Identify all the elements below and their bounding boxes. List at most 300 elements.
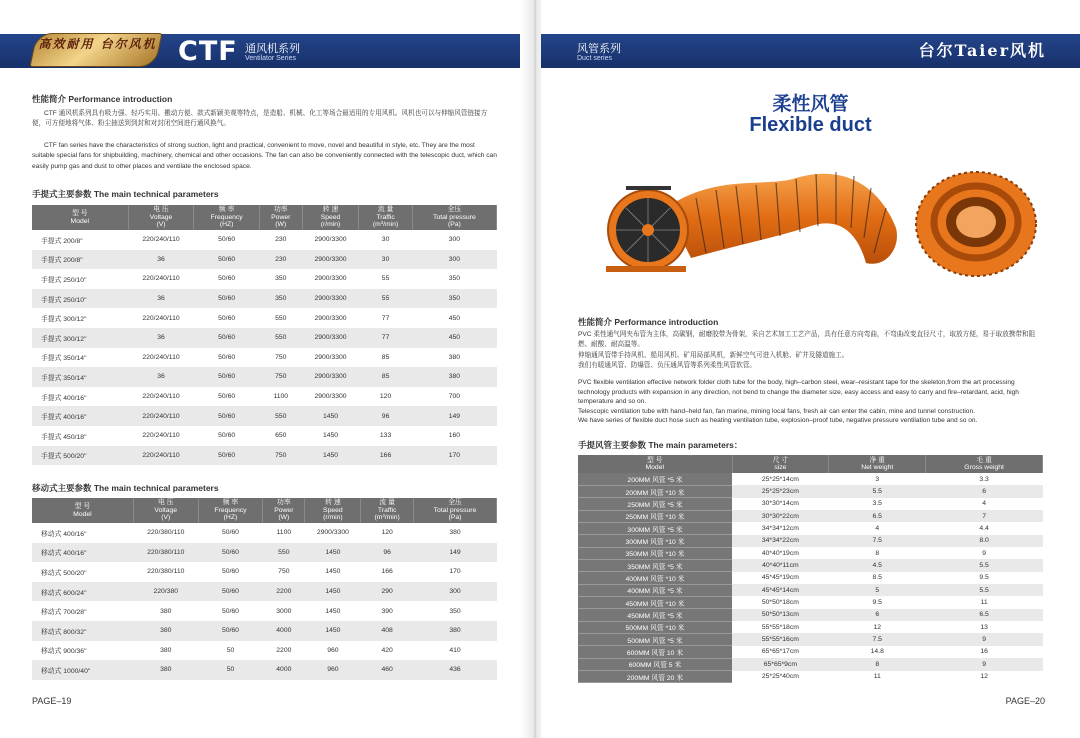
table-cell: 9.5 bbox=[872, 599, 882, 607]
table-cell: 96 bbox=[359, 406, 412, 426]
table-cell: 450 bbox=[412, 328, 496, 348]
table-cell: 1100 bbox=[273, 393, 289, 401]
table-cell: 50/60 bbox=[198, 621, 263, 641]
column-header-cn: 转 速 bbox=[325, 499, 341, 507]
table-cell: 55 bbox=[359, 289, 412, 309]
table-cell: 手提式 250/10" bbox=[41, 276, 87, 284]
table-cell: 65*65*9cm bbox=[732, 658, 829, 670]
table-row bbox=[578, 559, 1043, 571]
duct-intro-cn-line: PVC 柔性通气网夹布管为主体，高碳钢，耐磨胶带为骨架，采自艺术加工工艺产品，具有任意方向弯曲，不弯曲改变直径尺寸，取放方便，易于取放携带和阻燃、耐酸、耐高温等。 bbox=[578, 331, 1036, 349]
column-header-unit: (V) bbox=[156, 221, 166, 229]
table-cell: 1450 bbox=[322, 432, 339, 440]
table-cell: 12 bbox=[873, 623, 882, 631]
table-cell: 50/60 bbox=[194, 328, 259, 348]
column-header-unit: (m³/min) bbox=[374, 514, 400, 522]
column-header-cn: 型 号 bbox=[74, 503, 91, 510]
table-cell: 移动式 700/28" bbox=[41, 609, 87, 617]
table-cell: 380 bbox=[448, 353, 461, 361]
table-cell: 50/60 bbox=[221, 568, 239, 576]
table-cell: 220/380/110 bbox=[147, 529, 185, 537]
table-cell: 1450 bbox=[302, 446, 359, 466]
table-row bbox=[32, 543, 497, 563]
table-cell: 1450 bbox=[325, 607, 341, 615]
table-cell: 2900/3300 bbox=[314, 314, 347, 322]
table-cell: 36 bbox=[128, 289, 194, 309]
table-cell: 12 bbox=[980, 673, 988, 681]
table-cell: 1450 bbox=[305, 621, 361, 641]
column-header-en: Model bbox=[73, 510, 92, 518]
table-cell: 13 bbox=[980, 623, 988, 631]
table-row bbox=[32, 406, 497, 426]
table-cell: 手提式 350/14" bbox=[41, 355, 87, 363]
table-row bbox=[32, 582, 497, 602]
table-cell: 600MM 风管 5 米 bbox=[578, 658, 732, 670]
column-header-cn: 电 压 bbox=[158, 499, 174, 507]
table-row bbox=[578, 621, 1043, 633]
table-cell: 96 bbox=[361, 543, 414, 563]
table-cell: 960 bbox=[327, 646, 339, 654]
column-header-unit: (W) bbox=[278, 514, 290, 522]
column-header-en: Speed bbox=[323, 506, 343, 514]
table-cell: 50/60 bbox=[194, 406, 259, 426]
table-cell: 3000 bbox=[276, 607, 292, 615]
column-header-unit: (m³/min) bbox=[372, 221, 399, 229]
duct-intro-cn-line: 我们有暖通风管、防爆管、负压通风管等系列柔性风管软管。 bbox=[578, 362, 757, 370]
column-header-cn: 功率 bbox=[273, 206, 288, 214]
table-cell: 420 bbox=[381, 646, 393, 654]
table-cell: 2200 bbox=[263, 582, 305, 602]
column-header-unit: (W) bbox=[275, 221, 287, 229]
table-cell: 300 bbox=[412, 250, 496, 270]
table-cell: 8.5 bbox=[872, 574, 882, 582]
duct-intro-en bbox=[578, 378, 1048, 426]
column-header-cn: 净 重 bbox=[869, 456, 885, 464]
column-header-unit: (V) bbox=[161, 514, 171, 522]
table-row bbox=[32, 250, 497, 270]
table-cell: 550 bbox=[259, 406, 302, 426]
table-cell: 移动式 600/24" bbox=[32, 582, 133, 602]
table-cell: 77 bbox=[359, 328, 412, 348]
table-cell: 手提式 250/10" bbox=[32, 289, 128, 309]
column-header-cn: 全压 bbox=[448, 499, 462, 507]
table-cell: 410 bbox=[449, 646, 461, 654]
table-cell: 600MM 风管 10 米 bbox=[578, 646, 732, 658]
column-header bbox=[926, 455, 1043, 473]
table-cell: 230 bbox=[259, 250, 302, 270]
duct-params-title: 手提风管主要参数 The main parameters： bbox=[578, 440, 743, 450]
table-cell: 移动式 1000/40" bbox=[32, 660, 133, 680]
table-cell: 300MM 风管 *5 米 bbox=[578, 522, 732, 534]
column-header-en: Frequency bbox=[210, 213, 243, 221]
table-row bbox=[32, 446, 497, 466]
table-cell: 220/240/110 bbox=[128, 446, 194, 466]
right-page bbox=[541, 0, 1080, 738]
table-row bbox=[32, 426, 497, 446]
column-header bbox=[198, 498, 263, 523]
table-cell: 55*55*16cm bbox=[732, 633, 829, 645]
table-cell: 8 bbox=[875, 549, 880, 557]
table-cell: 55 bbox=[381, 275, 390, 283]
table-cell: 350 bbox=[412, 289, 496, 309]
table-cell: 390 bbox=[381, 607, 393, 615]
table-cell: 350 bbox=[448, 275, 461, 283]
table-cell: 移动式 800/32" bbox=[32, 621, 133, 641]
table-cell: 170 bbox=[412, 446, 496, 466]
column-header bbox=[302, 205, 359, 230]
product-title-cn: 柔性风管 bbox=[772, 93, 849, 115]
column-header-cn: 电 压 bbox=[153, 206, 169, 214]
table-cell: 9 bbox=[926, 658, 1043, 670]
table-cell: 460 bbox=[361, 660, 414, 680]
table-row bbox=[578, 510, 1043, 522]
column-header bbox=[829, 455, 926, 473]
column-header-unit: (r/min) bbox=[320, 221, 341, 229]
table-cell: 11 bbox=[873, 673, 881, 681]
column-header bbox=[414, 498, 497, 523]
table-cell: 166 bbox=[359, 446, 412, 466]
table-cell: 2900/3300 bbox=[314, 353, 347, 361]
duct-intro-cn-line: 伸缩通风管带手持风机、船用风机、矿用局部风机，新鲜空气可进入机舱、矿井及隧道施工。 bbox=[578, 351, 849, 359]
table-cell: 220/240/110 bbox=[128, 406, 194, 426]
table-cell: 55*55*18cm bbox=[761, 623, 799, 631]
table-cell: 50/60 bbox=[218, 432, 236, 440]
brand-logo: 台尔Taier风机 bbox=[918, 41, 1046, 60]
table-cell: 550 bbox=[259, 328, 302, 348]
table-cell: 25*25*40cm bbox=[761, 673, 799, 681]
table-cell: 450 bbox=[448, 314, 461, 322]
coiled-duct-photo bbox=[911, 162, 1041, 282]
table-cell: 380 bbox=[449, 529, 461, 537]
table-cell: 380 bbox=[133, 621, 198, 641]
series-code: CTF bbox=[178, 36, 238, 67]
table-cell: 50*50*18cm bbox=[761, 599, 799, 607]
table-cell: 4000 bbox=[263, 660, 305, 680]
table-cell: 9 bbox=[926, 633, 1043, 645]
table-row bbox=[578, 485, 1043, 497]
table-cell: 160 bbox=[448, 432, 461, 440]
table-cell: 750 bbox=[259, 367, 302, 387]
table-row bbox=[32, 367, 497, 387]
column-header-cn: 频 率 bbox=[222, 499, 239, 507]
table-cell: 550 bbox=[275, 314, 287, 322]
table-cell: 6 bbox=[829, 609, 926, 621]
column-header-cn: 转 速 bbox=[322, 206, 339, 214]
table-cell: 149 bbox=[414, 543, 497, 563]
column-header-cn: 功率 bbox=[277, 499, 291, 507]
table-cell: 2900/3300 bbox=[314, 275, 347, 283]
table-row bbox=[32, 230, 497, 250]
table-header-row bbox=[32, 205, 497, 230]
table-cell: 2900/3300 bbox=[302, 289, 359, 309]
table-cell: 220/380 bbox=[133, 582, 198, 602]
table-header-row bbox=[32, 498, 497, 523]
column-header bbox=[194, 205, 259, 230]
table-row bbox=[32, 523, 497, 543]
table-cell: 30*30*22cm bbox=[732, 510, 829, 522]
brand-badge-text: 高效耐用 台尔风机 bbox=[38, 37, 157, 51]
column-header-en: Frequency bbox=[214, 506, 247, 514]
mobile-spec-table bbox=[32, 498, 497, 680]
table-row bbox=[578, 584, 1043, 596]
table-cell: 30*30*14cm bbox=[761, 500, 799, 508]
table-cell: 230 bbox=[275, 236, 287, 244]
fan-with-duct-photo bbox=[596, 148, 906, 283]
table-cell: 5.5 bbox=[926, 584, 1043, 596]
table-row bbox=[32, 269, 497, 289]
table-cell: 7.5 bbox=[829, 535, 926, 547]
duct-intro-en-line: Telescopic ventilation tube with hand–held fan, fan marine, mining local fans, fresh air can enter the cabin, mine and tunnel construction. bbox=[578, 407, 975, 415]
table-row bbox=[32, 641, 497, 661]
column-header-cn: 尺 寸 bbox=[772, 456, 789, 464]
table-cell: 380 bbox=[133, 660, 198, 680]
column-header-en: size bbox=[774, 464, 787, 471]
table-cell: 380 bbox=[160, 646, 172, 654]
table-cell: 77 bbox=[381, 314, 390, 322]
column-header bbox=[32, 498, 133, 523]
table-cell: 1450 bbox=[302, 406, 359, 426]
handheld-spec-table bbox=[32, 205, 497, 465]
table-cell: 750 bbox=[278, 568, 290, 576]
table-cell: 170 bbox=[449, 568, 461, 576]
table-cell: 85 bbox=[381, 353, 390, 361]
table-cell: 436 bbox=[414, 660, 497, 680]
column-header-unit: (Pa) bbox=[447, 221, 461, 229]
table-cell: 220/240/110 bbox=[142, 353, 180, 361]
intro-en-text: CTF fan series have the characteristics of strong suction, light and practical, convenient to move, novel and beautiful in style, etc. They are the most suitable special fans for shipbuilding, machinery, chemical and other occasions. The fan can also be conveniently connected with the telescopic duct, which can easily pump gas and dust to other places and ventilate the enclosed space. bbox=[32, 142, 497, 170]
table-cell: 350 bbox=[275, 275, 287, 283]
table-cell: 750 bbox=[259, 446, 302, 466]
table-cell: 166 bbox=[381, 568, 393, 576]
table-cell: 960 bbox=[305, 660, 361, 680]
page-number-right: PAGE–20 bbox=[1005, 696, 1045, 706]
column-header bbox=[732, 455, 829, 473]
table-cell: 65*65*17cm bbox=[761, 648, 799, 656]
column-header-en: Voltage bbox=[154, 506, 178, 514]
table-row bbox=[32, 601, 497, 621]
column-header bbox=[263, 498, 305, 523]
table-row bbox=[578, 671, 1043, 683]
table-cell: 50/60 bbox=[218, 314, 236, 322]
table-cell: 650 bbox=[275, 432, 287, 440]
table-cell: 408 bbox=[361, 621, 414, 641]
table-cell: 1450 bbox=[305, 582, 361, 602]
table-cell: 手提式 450/18" bbox=[41, 433, 87, 441]
table-row bbox=[32, 562, 497, 582]
table-cell: 400MM 风管 *5 米 bbox=[578, 584, 732, 596]
table-cell: 50/60 bbox=[198, 543, 263, 563]
column-header-en: Traffic bbox=[377, 506, 397, 514]
series-title-cn: 通风机系列 bbox=[245, 43, 300, 55]
left-page bbox=[0, 0, 536, 738]
table-cell: 220/240/110 bbox=[142, 236, 180, 244]
series-title-en: Ventilator Series bbox=[245, 55, 296, 62]
table-cell: 380 bbox=[160, 607, 172, 615]
table-cell: 50/60 bbox=[194, 367, 259, 387]
table-cell: 5.5 bbox=[926, 559, 1043, 571]
table-cell: 30 bbox=[359, 250, 412, 270]
table-cell: 2900/3300 bbox=[302, 250, 359, 270]
table-row bbox=[578, 609, 1043, 621]
table-cell: 300 bbox=[448, 236, 461, 244]
table-cell: 25*25*14cm bbox=[761, 475, 799, 483]
column-header-en: Total pressure bbox=[433, 506, 477, 514]
table-row bbox=[578, 473, 1043, 485]
table-cell: 350 bbox=[449, 607, 461, 615]
table-cell: 85 bbox=[359, 367, 412, 387]
column-header-en: Total pressure bbox=[433, 213, 476, 221]
table-cell: 45*45*14cm bbox=[732, 584, 829, 596]
table-cell: 9.5 bbox=[979, 574, 989, 582]
table-cell: 450MM 风管 *10 米 bbox=[578, 596, 732, 608]
intro-title: 性能简介 Performance introduction bbox=[32, 94, 173, 104]
table-cell: 9 bbox=[982, 549, 987, 557]
column-header-cn: 型 号 bbox=[72, 210, 88, 217]
table-cell: 250MM 风管 *10 米 bbox=[578, 510, 732, 522]
table-cell: 120 bbox=[381, 529, 393, 537]
table-cell: 4000 bbox=[263, 621, 305, 641]
intro-cn-text: CTF 通风机系列具有吸力强、轻巧实用、搬动方便、款式新颖美观等特点，是造船、机械、化工等场合最适用的专用风机。风机也可以与伸缩风管链接方便，可方便地将气体、粉尘抽送到到封和对封闭空间进行通风换气。 bbox=[32, 110, 488, 128]
table-cell: 149 bbox=[412, 406, 496, 426]
table-cell: 2900/3300 bbox=[302, 367, 359, 387]
table-cell: 550 bbox=[263, 543, 305, 563]
table-cell: 200MM 风管 20 米 bbox=[578, 671, 732, 683]
table-cell: 1450 bbox=[305, 543, 361, 563]
column-header bbox=[305, 498, 361, 523]
table-cell: 500MM 风管 *10 米 bbox=[578, 621, 732, 633]
table-cell: 300 bbox=[414, 582, 497, 602]
table-cell: 25*25*23cm bbox=[732, 485, 829, 497]
table-cell: 40*40*19cm bbox=[761, 549, 799, 557]
column-header-en: Gross weight bbox=[964, 464, 1004, 471]
column-header-en: Model bbox=[645, 464, 664, 471]
column-header-cn: 流 量 bbox=[377, 206, 394, 214]
column-header-cn: 全压 bbox=[447, 206, 462, 214]
table-cell: 290 bbox=[361, 582, 414, 602]
table-cell: 3 bbox=[875, 475, 880, 483]
table-cell: 50/60 bbox=[218, 353, 236, 361]
table-cell: 750 bbox=[275, 353, 287, 361]
table-cell: 133 bbox=[379, 432, 392, 440]
table-cell: 45*45*19cm bbox=[761, 574, 799, 582]
column-header-en: Model bbox=[70, 217, 90, 225]
table-cell: 16 bbox=[980, 648, 988, 656]
table-cell: 200MM 风管 *5 米 bbox=[578, 473, 732, 485]
table-cell: 34*34*12cm bbox=[761, 525, 799, 533]
table-cell: 50/60 bbox=[198, 582, 263, 602]
table-cell: 50/60 bbox=[218, 236, 236, 244]
table-cell: 120 bbox=[379, 393, 392, 401]
table-cell: 36 bbox=[128, 328, 194, 348]
table-cell: 4 bbox=[875, 525, 880, 533]
table-cell: 350 bbox=[259, 289, 302, 309]
table-cell: 350MM 风管 *5 米 bbox=[578, 559, 732, 571]
table-cell: 2900/3300 bbox=[316, 529, 349, 537]
duct-intro-en-line: We have series of flexible duct hose such as heating ventilation tube, explosion–proof tube, negative pressure ventilation tube and so on. bbox=[578, 417, 978, 425]
table-row bbox=[578, 498, 1043, 510]
table-cell: 4 bbox=[982, 500, 987, 508]
table-cell: 36 bbox=[128, 250, 194, 270]
table-cell: 4.5 bbox=[829, 559, 926, 571]
table-row bbox=[32, 289, 497, 309]
table-cell: 500MM 风管 *5 米 bbox=[578, 633, 732, 645]
table-cell: 8.0 bbox=[926, 535, 1043, 547]
table-cell: 移动式 400/16" bbox=[32, 543, 133, 563]
table-cell: 220/240/110 bbox=[142, 393, 180, 401]
table-cell: 手提式 500/20" bbox=[32, 446, 128, 466]
column-header bbox=[128, 205, 194, 230]
table-cell: 50/60 bbox=[194, 289, 259, 309]
table-cell: 300MM 风管 *10 米 bbox=[578, 535, 732, 547]
table-cell: 50*50*13cm bbox=[732, 609, 829, 621]
table-cell: 2200 bbox=[276, 646, 292, 654]
column-header-en: Voltage bbox=[149, 213, 173, 221]
table-row bbox=[578, 633, 1043, 645]
table-header-row bbox=[578, 455, 1043, 473]
table-cell: 700 bbox=[448, 393, 461, 401]
table-row bbox=[578, 547, 1043, 559]
table-cell: 50/60 bbox=[218, 275, 236, 283]
table-cell: 1450 bbox=[325, 568, 341, 576]
table-cell: 6.5 bbox=[926, 609, 1043, 621]
table-cell: 220/240/110 bbox=[142, 275, 180, 283]
table-row bbox=[32, 660, 497, 680]
table-cell: 14.8 bbox=[870, 648, 884, 656]
column-header-cn: 流 量 bbox=[379, 499, 395, 507]
table-row bbox=[32, 621, 497, 641]
table-cell: 2900/3300 bbox=[314, 236, 347, 244]
mobile-title: 移动式主要参数 The main technical parameters bbox=[32, 483, 219, 493]
table-cell: 380 bbox=[412, 367, 496, 387]
table-cell: 450MM 风管 *5 米 bbox=[578, 609, 732, 621]
table-row bbox=[578, 596, 1043, 608]
column-header-en: Speed bbox=[320, 213, 341, 221]
table-cell: 250MM 风管 *5 米 bbox=[578, 498, 732, 510]
table-cell: 2900/3300 bbox=[302, 328, 359, 348]
column-header-unit: (HZ) bbox=[219, 221, 234, 229]
table-cell: 移动式 400/16" bbox=[41, 530, 87, 538]
table-row bbox=[578, 572, 1043, 584]
table-cell: 1100 bbox=[276, 529, 292, 537]
table-cell: 7 bbox=[926, 510, 1043, 522]
brand-badge-logo bbox=[29, 33, 162, 67]
column-header bbox=[32, 205, 128, 230]
table-cell: 3.5 bbox=[872, 500, 882, 508]
table-cell: 手提式 400/16" bbox=[41, 394, 87, 402]
table-cell: 手提式 400/16" bbox=[32, 406, 128, 426]
table-cell: 40*40*11cm bbox=[732, 559, 829, 571]
duct-series-title-cn: 风管系列 bbox=[577, 43, 621, 55]
duct-intro-en-line: PVC flexible ventilation effective network folder cloth tube for the body, high–carbon steel, wear–resistant tape for the skeleton,from the art processing technology products with expansion in any direction, not bend to change the diameter size, easy access and easy to carry and fire–retardant, acid, high temperature and so on. bbox=[578, 379, 1019, 406]
table-cell: 移动式 900/36" bbox=[41, 648, 87, 656]
table-cell: 34*34*22cm bbox=[732, 535, 829, 547]
table-cell: 手提式 200/8" bbox=[41, 237, 83, 245]
table-cell: 手提式 300/12" bbox=[32, 328, 128, 348]
duct-intro-cn bbox=[578, 330, 1048, 372]
table-cell: 50/60 bbox=[194, 446, 259, 466]
table-cell: 7.5 bbox=[829, 633, 926, 645]
table-cell: 400MM 风管 *10 米 bbox=[578, 572, 732, 584]
table-cell: 移动式 500/20" bbox=[41, 569, 87, 577]
column-header-en: Power bbox=[274, 506, 294, 514]
table-cell: 36 bbox=[128, 367, 194, 387]
table-cell: 200MM 风管 *10 米 bbox=[578, 485, 732, 497]
table-row bbox=[578, 522, 1043, 534]
table-cell: 5 bbox=[829, 584, 926, 596]
table-cell: 50/60 bbox=[194, 250, 259, 270]
product-title-en: Flexible duct bbox=[749, 114, 872, 136]
duct-series-title-en: Duct series bbox=[577, 55, 613, 62]
table-cell: 手提式 350/14" bbox=[32, 367, 128, 387]
